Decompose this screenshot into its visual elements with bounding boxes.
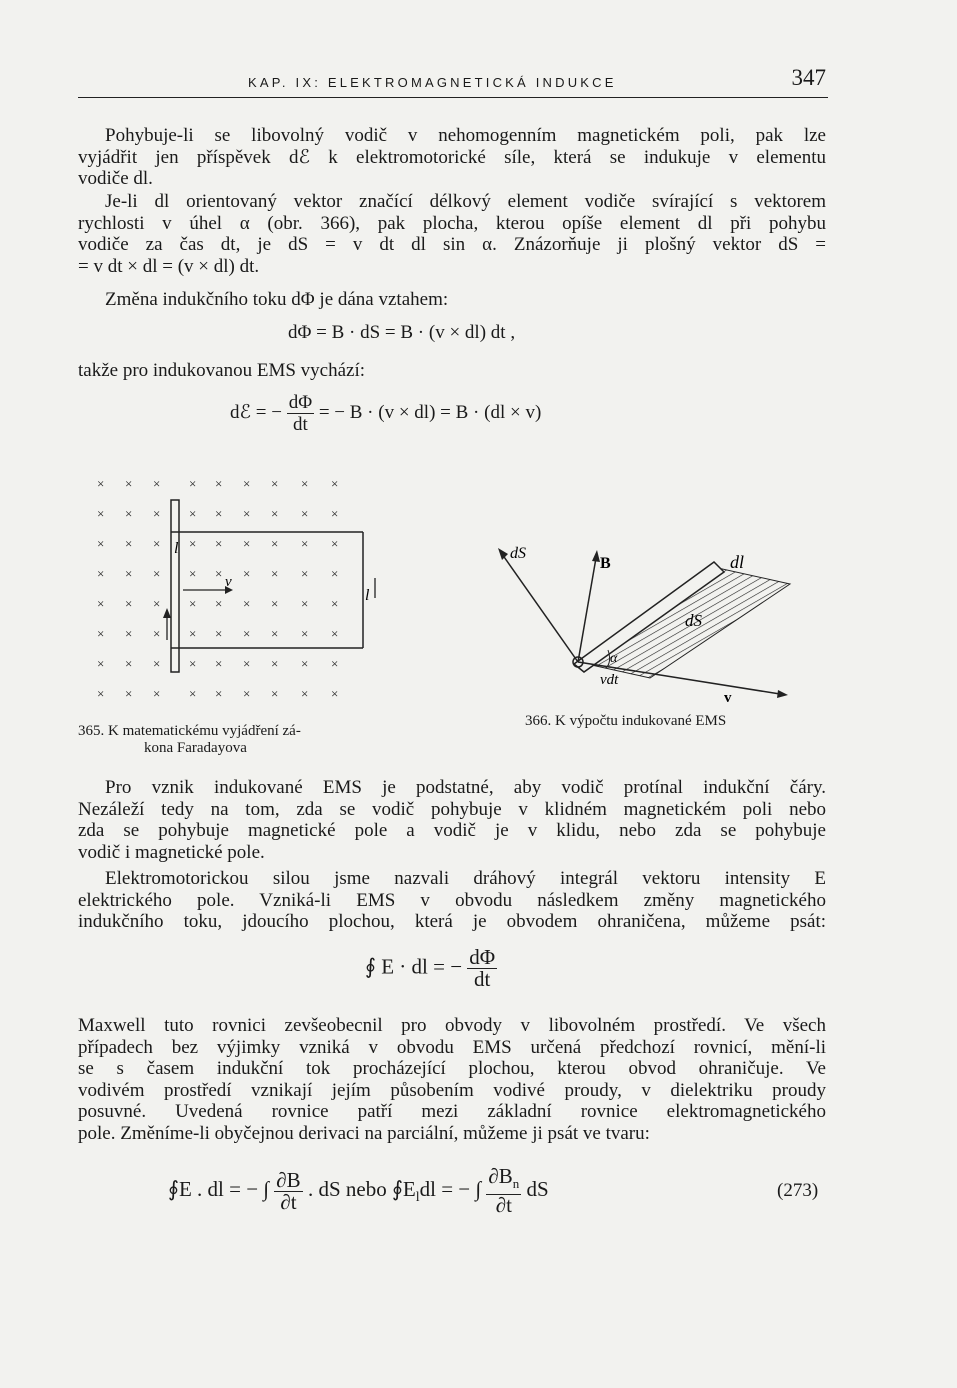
fraction-numerator: dΦ	[288, 392, 313, 413]
equation-273	[168, 1166, 549, 1216]
paragraph-4: takže pro indukovanou EMS vychází:	[78, 360, 366, 381]
page-number: 347	[791, 65, 826, 90]
fraction	[467, 947, 497, 990]
field-cross: ×	[153, 536, 161, 551]
field-cross: ×	[271, 476, 279, 491]
field-cross: ×	[301, 596, 309, 611]
field-cross: ×	[331, 536, 339, 551]
field-cross: ×	[125, 536, 133, 551]
field-cross: ×	[271, 626, 279, 641]
field-cross: ×	[153, 566, 161, 581]
field-cross: ×	[125, 596, 133, 611]
label-alpha: α	[610, 651, 618, 666]
label-dl: dl	[730, 552, 745, 572]
paragraph-6	[78, 868, 826, 933]
field-cross: ×	[215, 596, 223, 611]
numerator-subscript: n	[512, 1176, 520, 1192]
field-cross: ×	[301, 626, 309, 641]
field-cross: ×	[271, 656, 279, 671]
eq-part: ∮E . dl = − ∫	[168, 1176, 270, 1201]
text-line: = v dt × dl = (v × dl) dt.	[78, 255, 260, 277]
field-cross: ×	[97, 626, 105, 641]
field-cross: ×	[215, 626, 223, 641]
fraction-denominator: dt	[292, 414, 308, 435]
field-cross: ×	[153, 476, 161, 491]
field-cross: ×	[331, 566, 339, 581]
field-cross: ×	[189, 536, 197, 551]
vector-v-head	[777, 690, 788, 698]
fraction-numerator: dΦ	[469, 945, 496, 969]
field-cross: ×	[97, 506, 105, 521]
field-cross: ×	[125, 566, 133, 581]
paragraph-2	[78, 191, 826, 277]
field-cross: ×	[301, 536, 309, 551]
text-line: Elektromotorickou silou jsme nazvali dráhový integrál vektoru intensity E	[105, 868, 826, 889]
label-l: l	[174, 540, 179, 557]
page-header	[78, 65, 828, 98]
paragraph-3: Změna indukčního toku dΦ je dána vztahem:	[105, 289, 449, 310]
field-cross: ×	[331, 626, 339, 641]
label-vdt: vdt	[600, 672, 619, 688]
field-cross: ×	[331, 506, 339, 521]
field-cross: ×	[243, 626, 251, 641]
field-cross: ×	[243, 656, 251, 671]
fraction-numerator	[486, 1166, 521, 1195]
field-cross: ×	[271, 596, 279, 611]
fraction	[274, 1167, 302, 1214]
caption-line: kona Faradayova	[144, 740, 247, 756]
label-dS-area: dS	[685, 611, 702, 630]
field-cross: ×	[243, 506, 251, 521]
text-line: se s časem indukční tok procházející plochou, kterou obvod ohraničuje. Ve	[78, 1058, 826, 1079]
field-cross: ×	[153, 626, 161, 641]
vector-B-head	[592, 550, 600, 562]
eq-lhs: ∮ E · dl = −	[365, 954, 463, 979]
text-line: vodiče dl.	[78, 168, 153, 189]
fraction	[287, 392, 314, 435]
field-cross: ×	[301, 656, 309, 671]
field-cross: ×	[301, 476, 309, 491]
field-cross: ×	[215, 656, 223, 671]
field-cross: ×	[215, 506, 223, 521]
paragraph-5	[78, 777, 826, 863]
paragraph-7	[78, 1015, 826, 1144]
vector-dS-head	[498, 548, 508, 560]
figure-365-caption	[78, 723, 378, 757]
text-line: rychlosti v úhel α (obr. 366), pak plocha, kterou opíše element dl při pohybu	[78, 212, 826, 234]
eq-lhs: dℰ = −	[230, 401, 282, 423]
field-cross: ×	[125, 476, 133, 491]
field-cross: ×	[243, 686, 251, 701]
equation-induced-emf	[230, 392, 541, 435]
figure-366	[490, 540, 820, 715]
eq-part: . dS nebo ∮E	[307, 1176, 416, 1201]
equation-flux-change: dΦ = B · dS = B · (v × dl) dt ,	[288, 322, 516, 343]
fraction-denominator: ∂t	[495, 1193, 512, 1218]
eq-subscript: l	[415, 1190, 420, 1206]
field-cross: ×	[189, 596, 197, 611]
field-cross: ×	[215, 476, 223, 491]
field-cross: ×	[243, 476, 251, 491]
text-line: případech bez výjimky vzniká v obvodu EMS určená předchozí rovnicí, mění-li	[78, 1036, 826, 1058]
field-cross: ×	[125, 626, 133, 641]
text-line: vodič i magnetické pole.	[78, 841, 265, 863]
numerator-main: ∂B	[488, 1164, 513, 1188]
equation-emf-integral	[365, 947, 497, 990]
vector-dS	[502, 554, 578, 662]
field-cross: ×	[153, 506, 161, 521]
text-line: Pro vznik indukované EMS je podstatné, aby vodič protínal indukční čáry.	[105, 777, 826, 798]
field-crosses	[97, 476, 338, 701]
caption-line: 365. K matematickému vyjádření zá-	[78, 723, 301, 739]
field-cross: ×	[271, 686, 279, 701]
eq-rhs: = − B · (v × dl) = B · (dl × v)	[318, 401, 542, 423]
text-line: zda se pohybuje magnetické pole a vodič je v klidu, nebo zda se pohybuje	[78, 820, 826, 841]
field-cross: ×	[97, 476, 105, 491]
sliding-rod	[171, 500, 179, 672]
field-cross: ×	[97, 596, 105, 611]
field-cross: ×	[215, 566, 223, 581]
text-line: Nezáleží tedy na tom, zda se vodič pohybuje v klidném magnetickém poli nebo	[78, 798, 826, 820]
paragraph-1	[78, 125, 826, 190]
field-cross: ×	[97, 566, 105, 581]
text-line: pole. Změníme-li obyčejnou derivaci na parciální, můžeme ji psát ve tvaru:	[78, 1122, 650, 1144]
field-cross: ×	[331, 476, 339, 491]
text-line: Maxwell tuto rovnici zevšeobecnil pro obvody v libovolném prostředí. Ve všech	[78, 1015, 826, 1036]
text-line: posuvné. Uvedená rovnice patří mezi základní rovnice elektromagnetického	[78, 1101, 826, 1122]
field-cross: ×	[271, 536, 279, 551]
vector-B	[578, 558, 596, 662]
field-cross: ×	[125, 656, 133, 671]
field-cross: ×	[215, 686, 223, 701]
field-cross: ×	[125, 686, 133, 701]
field-cross: ×	[125, 506, 133, 521]
eq-part: dl = − ∫	[419, 1176, 482, 1201]
field-cross: ×	[189, 686, 197, 701]
field-cross: ×	[97, 686, 105, 701]
field-cross: ×	[243, 536, 251, 551]
text-line: Pohybuje-li se libovolný vodič v nehomogenním magnetickém poli, pak lze	[105, 125, 826, 146]
field-cross: ×	[271, 566, 279, 581]
figure-366-caption: 366. K výpočtu indukované EMS	[525, 713, 727, 729]
field-cross: ×	[301, 566, 309, 581]
label-v: v	[225, 574, 232, 590]
text-line: Je-li dl orientovaný vektor značící délkový element vodiče svírající s vektorem	[105, 191, 826, 212]
running-title: KAP. IX: ELEKTROMAGNETICKÁ INDUKCE	[248, 75, 617, 90]
fraction-denominator: ∂t	[280, 1189, 297, 1214]
field-cross: ×	[189, 506, 197, 521]
label-v: v	[724, 690, 732, 706]
field-cross: ×	[215, 536, 223, 551]
figure-365	[85, 470, 385, 710]
text-line: vodiče za čas dt, je dS = v dt dl sin α. Znázorňuje ji plošný vektor dS =	[78, 234, 826, 255]
field-cross: ×	[243, 596, 251, 611]
field-cross: ×	[301, 686, 309, 701]
field-cross: ×	[97, 536, 105, 551]
label-B: B	[600, 555, 611, 572]
field-cross: ×	[331, 686, 339, 701]
label-dS-vector: dS	[510, 545, 526, 562]
text-line: vodivém prostředí vznikají jejím působením vodivé proudy, v dielektriku proudy	[78, 1079, 826, 1101]
text-line: vyjádřit jen příspěvek dℰ k elektromotorické síle, která se indukuje v elementu	[78, 146, 826, 168]
field-cross: ×	[243, 566, 251, 581]
eq-part: dS	[526, 1176, 549, 1201]
fraction-denominator: dt	[474, 967, 491, 991]
text-line: elektrického pole. Vzniká-li EMS v obvodu následkem změny magnetického	[78, 889, 826, 911]
field-cross: ×	[153, 656, 161, 671]
field-cross: ×	[189, 476, 197, 491]
equation-number: (273)	[777, 1180, 819, 1201]
field-cross: ×	[189, 626, 197, 641]
field-cross: ×	[189, 566, 197, 581]
field-cross: ×	[301, 506, 309, 521]
current-arrowhead	[163, 608, 171, 618]
field-cross: ×	[97, 656, 105, 671]
fraction-numerator: ∂B	[276, 1167, 301, 1192]
field-cross: ×	[331, 596, 339, 611]
field-cross: ×	[189, 656, 197, 671]
label-l-right: l	[365, 587, 370, 604]
field-cross: ×	[271, 506, 279, 521]
field-cross: ×	[153, 596, 161, 611]
field-cross: ×	[331, 656, 339, 671]
field-cross: ×	[153, 686, 161, 701]
text-line: indukčního toku, jdoucího plochou, která je obvodem ohraničena, můžeme psát:	[78, 911, 826, 932]
fraction	[486, 1166, 521, 1216]
